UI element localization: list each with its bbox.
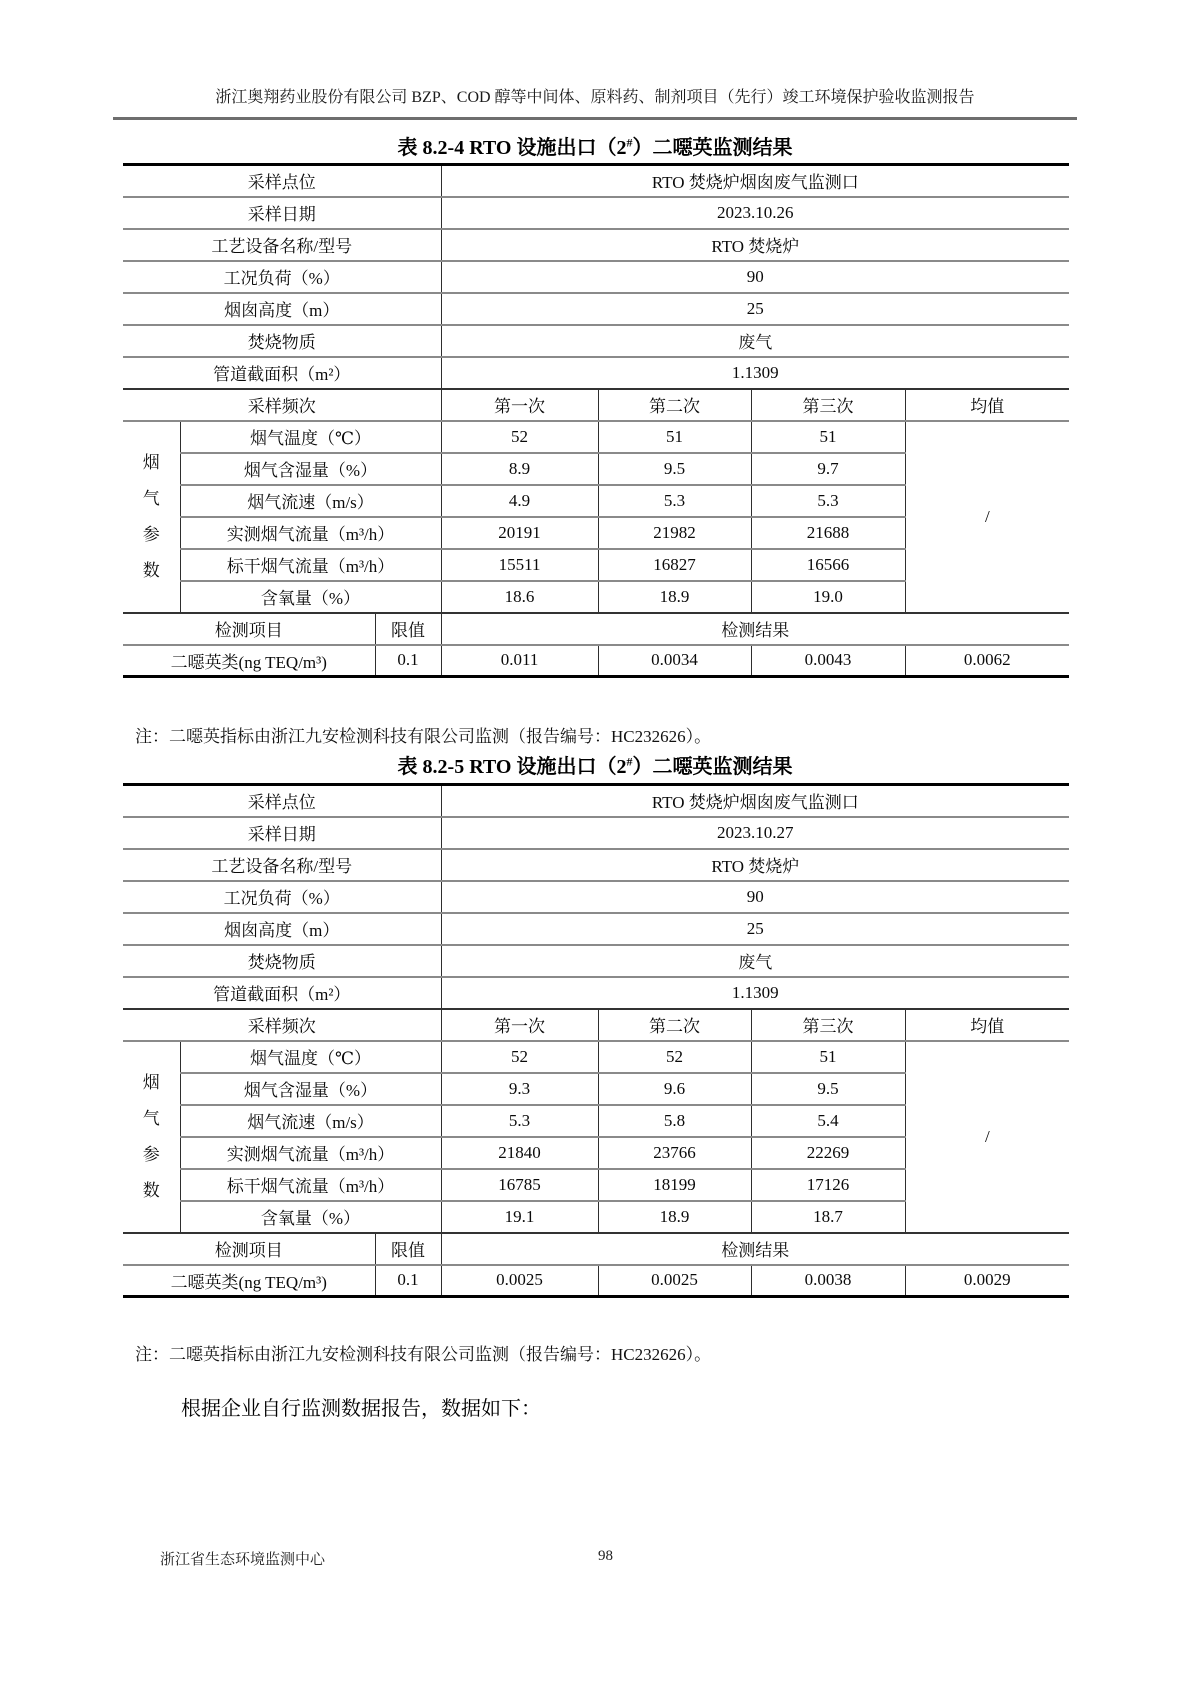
page-number: 98 — [598, 1548, 613, 1564]
detect-value: 0.011 — [441, 645, 598, 677]
info-value: 废气 — [441, 945, 1069, 977]
table2-note: 注：二噁英指标由浙江九安检测科技有限公司监测（报告编号：HC232626）。 — [135, 1345, 712, 1364]
param-value: 22269 — [751, 1137, 905, 1169]
param-value: 23766 — [598, 1137, 751, 1169]
sampling-frequency-column: 第二次 — [598, 1009, 751, 1041]
info-value: 90 — [441, 261, 1069, 293]
info-label: 采样日期 — [123, 817, 441, 849]
detect-limit-header: 限值 — [375, 1233, 441, 1265]
info-label: 采样点位 — [123, 165, 441, 197]
detect-value: 0.0034 — [598, 645, 751, 677]
info-value: 2023.10.27 — [441, 817, 1069, 849]
info-value: RTO 焚烧炉烟囱废气监测口 — [441, 785, 1069, 817]
detect-limit: 0.1 — [375, 645, 441, 677]
param-value: 8.9 — [441, 453, 598, 485]
param-value: 16566 — [751, 549, 905, 581]
param-value: 4.9 — [441, 485, 598, 517]
param-group-char: 数 — [142, 1180, 160, 1200]
detect-item: 二噁英类(ng TEQ/m³) — [123, 645, 375, 677]
info-value: RTO 焚烧炉 — [441, 229, 1069, 261]
param-value: 52 — [441, 421, 598, 453]
detect-value: 0.0025 — [441, 1265, 598, 1297]
body-paragraph: 根据企业自行监测数据报告，数据如下： — [181, 1398, 541, 1420]
table1-note: 注：二噁英指标由浙江九安检测科技有限公司监测（报告编号：HC232626）。 — [135, 727, 712, 746]
param-label: 标干烟气流量（m³/h） — [180, 549, 441, 581]
param-value: 18.7 — [751, 1201, 905, 1233]
detect-limit: 0.1 — [375, 1265, 441, 1297]
page-header: 浙江奥翔药业股份有限公司 BZP、COD 醇等中间体、原料药、制剂项目（先行）竣工环境保护验收监测报告 — [215, 89, 975, 106]
sampling-frequency-column: 均值 — [905, 389, 1069, 421]
table2-title-prefix: 表 8.2-5 RTO 设施出口（2 — [397, 756, 627, 778]
detect-item-header: 检测项目 — [123, 613, 375, 645]
info-value: 1.1309 — [441, 977, 1069, 1009]
param-value: 16785 — [441, 1169, 598, 1201]
table2-title-superscript: # — [626, 754, 633, 769]
param-label: 烟气温度（℃） — [180, 1041, 441, 1073]
param-value: 5.4 — [751, 1105, 905, 1137]
table1-title-superscript: # — [626, 135, 633, 150]
info-label: 烟囱高度（m） — [123, 913, 441, 945]
sampling-frequency-column: 第一次 — [441, 1009, 598, 1041]
param-value: 52 — [441, 1041, 598, 1073]
param-value: 51 — [598, 421, 751, 453]
param-value: 15511 — [441, 549, 598, 581]
info-value: 25 — [441, 293, 1069, 325]
param-group-char: 烟 — [142, 452, 160, 472]
param-group-char: 数 — [142, 560, 160, 580]
detect-item-header: 检测项目 — [123, 1233, 375, 1265]
param-value: 19.1 — [441, 1201, 598, 1233]
param-value: 5.8 — [598, 1105, 751, 1137]
detect-mean: 0.0029 — [905, 1265, 1069, 1297]
param-value: 5.3 — [598, 485, 751, 517]
param-value: 51 — [751, 421, 905, 453]
sampling-frequency-label: 采样频次 — [123, 389, 441, 421]
sampling-frequency-column: 第一次 — [441, 389, 598, 421]
header-rule — [113, 117, 1077, 120]
param-value: 5.3 — [751, 485, 905, 517]
param-value: 9.3 — [441, 1073, 598, 1105]
table2-title — [0, 750, 1190, 779]
param-group-char: 气 — [142, 1108, 160, 1128]
info-value: 90 — [441, 881, 1069, 913]
param-label: 烟气流速（m/s） — [180, 1105, 441, 1137]
param-group-char: 气 — [142, 488, 160, 508]
table1-title — [0, 131, 1190, 160]
param-value: 51 — [751, 1041, 905, 1073]
param-label: 含氧量（%） — [180, 581, 441, 613]
param-value: 18199 — [598, 1169, 751, 1201]
param-value: 17126 — [751, 1169, 905, 1201]
info-value: 2023.10.26 — [441, 197, 1069, 229]
info-label: 采样日期 — [123, 197, 441, 229]
param-value: 9.5 — [751, 1073, 905, 1105]
info-label: 工况负荷（%） — [123, 261, 441, 293]
info-value: 1.1309 — [441, 357, 1069, 389]
detect-mean: 0.0062 — [905, 645, 1069, 677]
param-value: 16827 — [598, 549, 751, 581]
param-value: 18.6 — [441, 581, 598, 613]
param-label: 烟气流速（m/s） — [180, 485, 441, 517]
info-label: 管道截面积（m²） — [123, 977, 441, 1009]
detect-result-header: 检测结果 — [441, 1233, 1069, 1265]
param-label: 烟气含湿量（%） — [180, 1073, 441, 1105]
detect-result-header: 检测结果 — [441, 613, 1069, 645]
info-label: 烟囱高度（m） — [123, 293, 441, 325]
dioxin-monitoring-table-1 — [123, 163, 1069, 678]
param-mean: / — [905, 1041, 1069, 1233]
param-label: 实测烟气流量（m³/h） — [180, 517, 441, 549]
footer-organization: 浙江省生态环境监测中心 — [160, 1552, 326, 1568]
param-value: 21840 — [441, 1137, 598, 1169]
info-label: 焚烧物质 — [123, 945, 441, 977]
param-value: 5.3 — [441, 1105, 598, 1137]
param-group-label — [123, 1041, 180, 1233]
sampling-frequency-column: 第三次 — [751, 389, 905, 421]
param-label: 烟气温度（℃） — [180, 421, 441, 453]
sampling-frequency-label: 采样频次 — [123, 1009, 441, 1041]
param-value: 9.5 — [598, 453, 751, 485]
info-label: 焚烧物质 — [123, 325, 441, 357]
param-label: 含氧量（%） — [180, 1201, 441, 1233]
param-value: 18.9 — [598, 1201, 751, 1233]
param-mean: / — [905, 421, 1069, 613]
detect-limit-header: 限值 — [375, 613, 441, 645]
sampling-frequency-column: 第二次 — [598, 389, 751, 421]
info-label: 工艺设备名称/型号 — [123, 849, 441, 881]
info-value: RTO 焚烧炉 — [441, 849, 1069, 881]
param-value: 9.7 — [751, 453, 905, 485]
param-value: 9.6 — [598, 1073, 751, 1105]
info-value: 25 — [441, 913, 1069, 945]
sampling-frequency-column: 均值 — [905, 1009, 1069, 1041]
sampling-frequency-column: 第三次 — [751, 1009, 905, 1041]
param-group-char: 烟 — [142, 1072, 160, 1092]
table1-title-suffix: ）二噁英监测结果 — [632, 137, 793, 159]
info-label: 工艺设备名称/型号 — [123, 229, 441, 261]
param-value: 52 — [598, 1041, 751, 1073]
table2-title-suffix: ）二噁英监测结果 — [632, 756, 793, 778]
param-group-label — [123, 421, 180, 613]
detect-value: 0.0025 — [598, 1265, 751, 1297]
detect-value: 0.0043 — [751, 645, 905, 677]
info-label: 采样点位 — [123, 785, 441, 817]
info-value: RTO 焚烧炉烟囱废气监测口 — [441, 165, 1069, 197]
param-value: 20191 — [441, 517, 598, 549]
param-value: 19.0 — [751, 581, 905, 613]
detect-item: 二噁英类(ng TEQ/m³) — [123, 1265, 375, 1297]
param-value: 18.9 — [598, 581, 751, 613]
info-label: 管道截面积（m²） — [123, 357, 441, 389]
param-value: 21982 — [598, 517, 751, 549]
detect-value: 0.0038 — [751, 1265, 905, 1297]
param-label: 烟气含湿量（%） — [180, 453, 441, 485]
param-label: 标干烟气流量（m³/h） — [180, 1169, 441, 1201]
info-value: 废气 — [441, 325, 1069, 357]
param-group-char: 参 — [142, 1144, 160, 1164]
param-group-char: 参 — [142, 524, 160, 544]
info-label: 工况负荷（%） — [123, 881, 441, 913]
param-value: 21688 — [751, 517, 905, 549]
dioxin-monitoring-table-2 — [123, 783, 1069, 1298]
param-label: 实测烟气流量（m³/h） — [180, 1137, 441, 1169]
table1-title-prefix: 表 8.2-4 RTO 设施出口（2 — [397, 137, 627, 159]
